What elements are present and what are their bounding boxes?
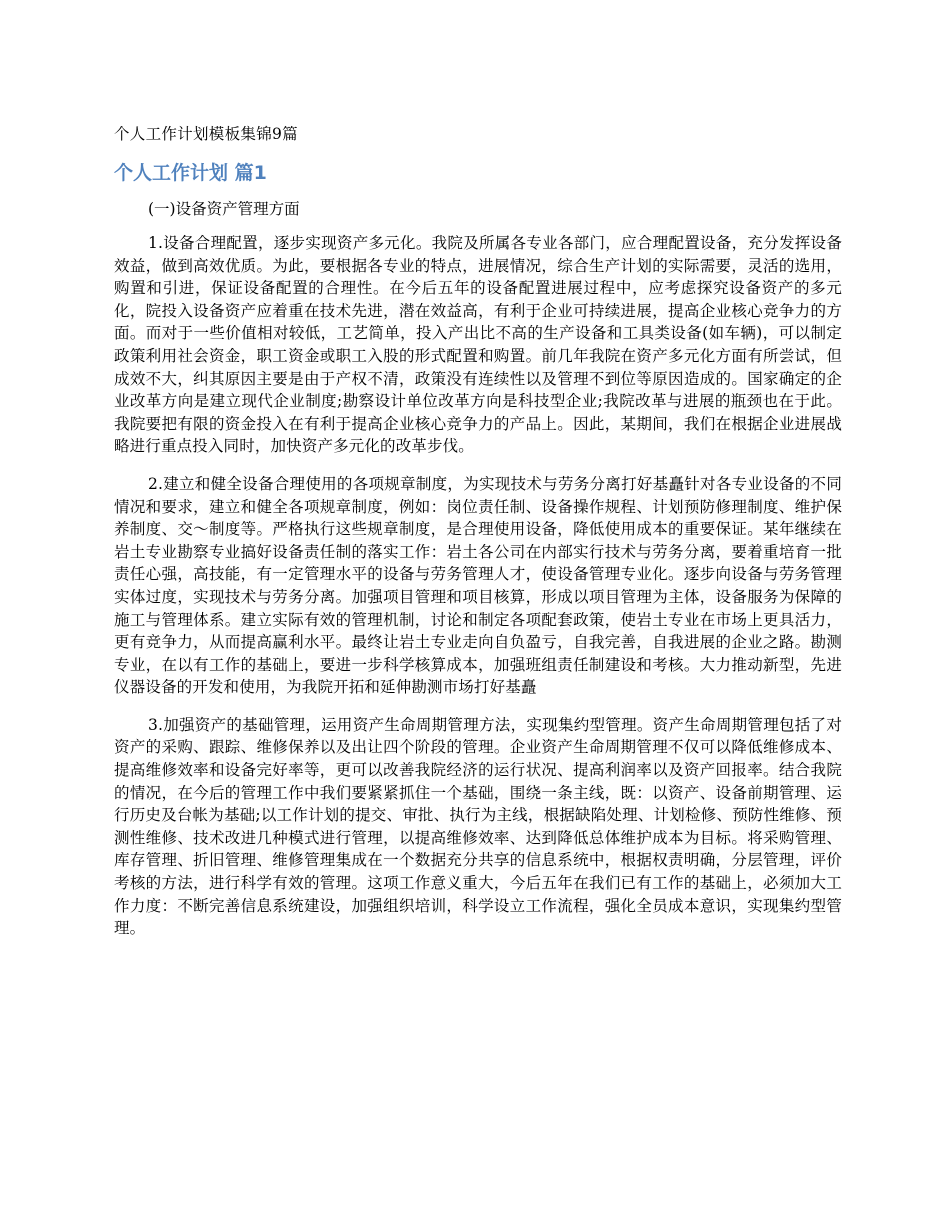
paragraph-2: 2.建立和健全设备合理使用的各项规章制度，为实现技术与劳务分离打好基矗针对各专业设备的不同情况和要求，建立和健全各项规章制度，例如：岗位责任制、设备操作规程、计划预防修理制度、维护保养制度、交～制度等。严格执行这些规章制度，是合理使用设备，降低使用成本的重要保证。某年继续在岩土专业勘察专业搞好设备责任制的落实工作：岩土各公司在内部实行技术与劳务分离，要着重培育一批责任心强，高技能，有一定管理水平的设备与劳务管理人才，使设备管理专业化。逐步向设备与劳务管理实体过度，实现技术与劳务分离。加强项目管理和项目核算，形成以项目管理为主体，设备服务为保障的施工与管理体系。建立实际有效的管理机制，讨论和制定各项配套政策，使岩土专业在市场上更具活力，更有竞争力，从而提高赢利水平。最终让岩土专业走向自负盈亏，自我完善，自我进展的企业之路。勘测专业，在以有工作的基础上，要进一步科学核算成本，加强班组责任制建设和考核。大力推动新型，先进仪器设备的开发和使用，为我院开拓和延伸勘测市场打好基矗	[114, 474, 842, 697]
document-page	[114, 120, 842, 955]
document-title: 个人工作计划模板集锦9篇	[114, 125, 298, 143]
section-heading: 个人工作计划 篇1	[114, 162, 267, 184]
subheading: (一)设备资产管理方面	[148, 200, 300, 218]
paragraph-3: 3.加强资产的基础管理，运用资产生命周期管理方法，实现集约型管理。资产生命周期管理包括了对资产的采购、跟踪、维修保养以及出让四个阶段的管理。企业资产生命周期管理不仅可以降低维修成本、提高维修效率和设备完好率等，更可以改善我院经济的运行状况、提高利润率以及资产回报率。结合我院的情况，在今后的管理工作中我们要紧紧抓住一个基础，围绕一条主线，既：以资产、设备前期管理、运行历史及台帐为基础;以工作计划的提交、审批、执行为主线，根据缺陷处理、计划检修、预防性维修、预测性维修、技术改进几种模式进行管理，以提高维修效率、达到降低总体维护成本为目标。将采购管理、库存管理、折旧管理、维修管理集成在一个数据充分共享的信息系统中，根据权责明确，分层管理，评价考核的方法，进行科学有效的管理。这项工作意义重大，今后五年在我们已有工作的基础上，必须加大工作力度：不断完善信息系统建设，加强组织培训，科学设立工作流程，强化全员成本意识，实现集约型管理。	[114, 715, 842, 938]
paragraph-1: 1.设备合理配置，逐步实现资产多元化。我院及所属各专业各部门，应合理配置设备，充分发挥设备效益，做到高效优质。为此，要根据各专业的特点，进展情况，综合生产计划的实际需要，灵活的选用，购置和引进，保证设备配置的合理性。在今后五年的设备配置进展过程中，应考虑探究设备资产的多元化，院投入设备资产应着重在技术先进，潜在效益高，有利于企业可持续进展，提高企业核心竞争力的方面。而对于一些价值相对较低，工艺简单，投入产出比不高的生产设备和工具类设备(如车辆)，可以制定政策利用社会资金，职工资金或职工入股的形式配置和购置。前几年我院在资产多元化方面有所尝试，但成效不大，纠其原因主要是由于产权不清，政策没有连续性以及管理不到位等原因造成的。国家确定的企业改革方向是建立现代企业制度;勘察设计单位改革方向是科技型企业;我院改革与进展的瓶颈也在于此。我院要把有限的资金投入在有利于提高企业核心竞争力的产品上。因此，某期间，我们在根据企业进展战略进行重点投入同时，加快资产多元化的改革步伐。	[114, 234, 842, 456]
